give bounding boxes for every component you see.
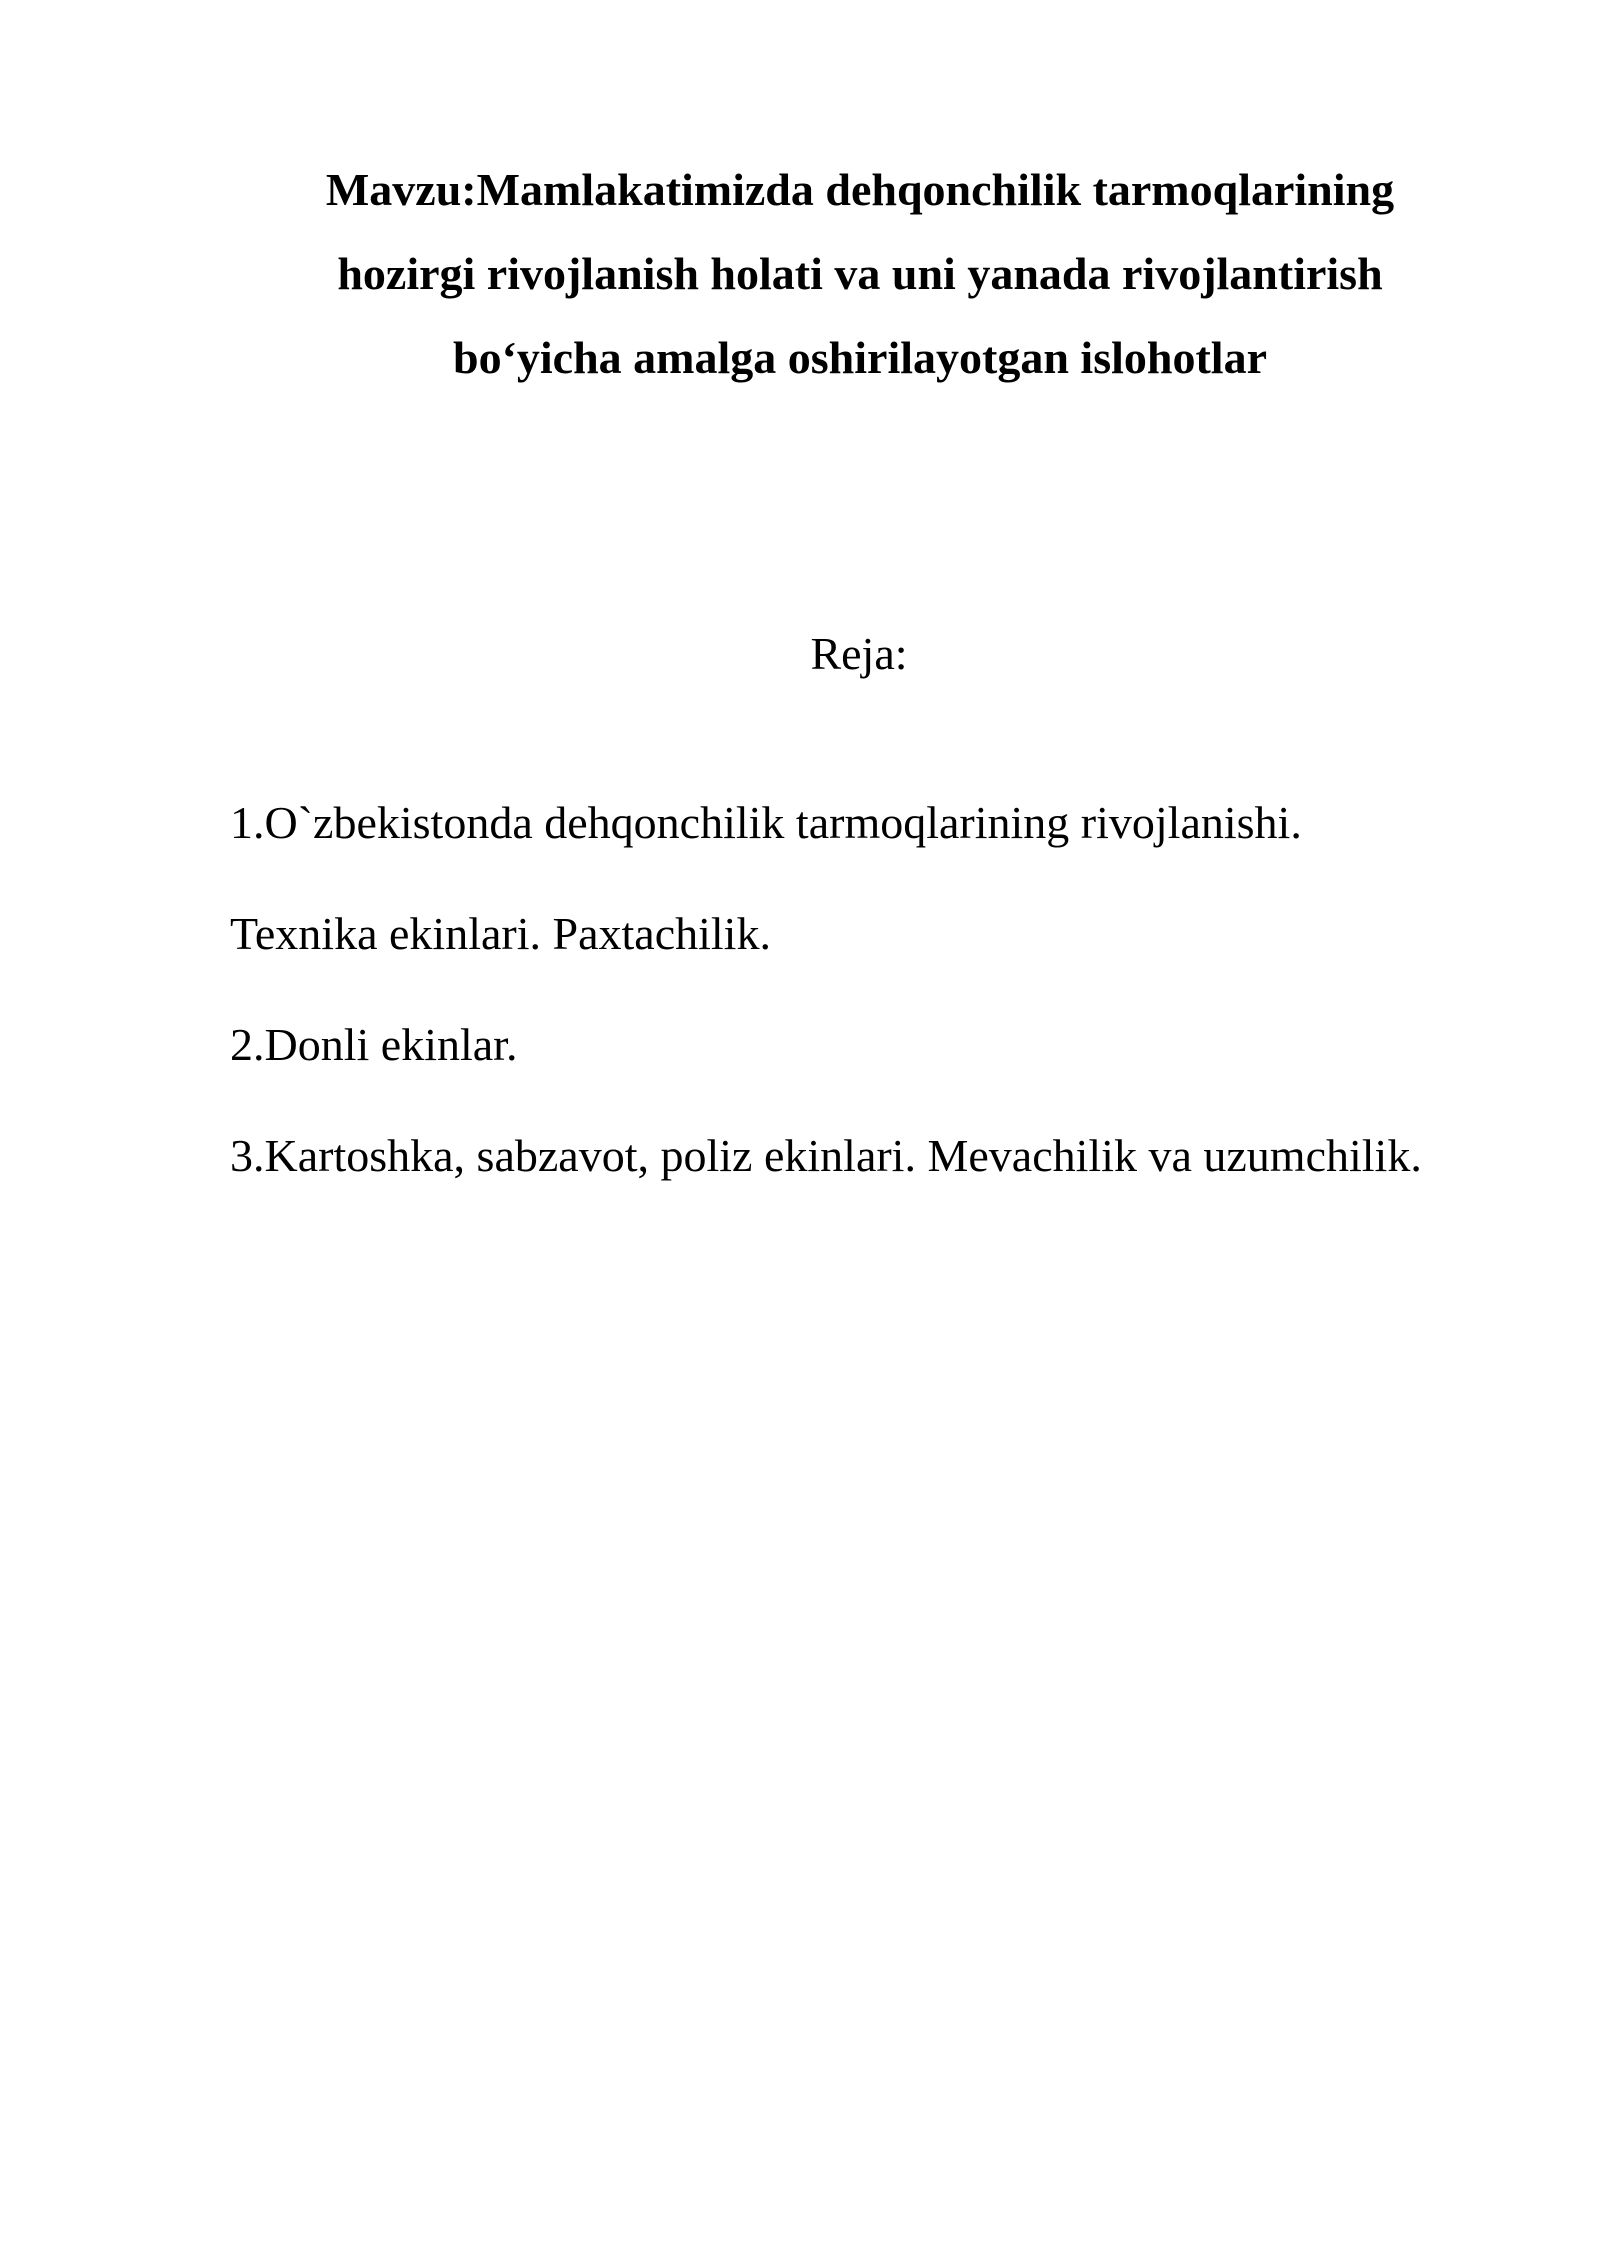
title-line: bo‘yicha amalga oshirilayotgan islohotlar — [453, 332, 1267, 383]
document-title — [260, 148, 1460, 400]
plan-heading: Reja: — [810, 628, 908, 679]
plan-item: 3.Kartoshka, sabzavot, poliz ekinlari. Mevachilik va uzumchilik. — [230, 1130, 1422, 1181]
plan-item: 2.Donli ekinlar. — [230, 1019, 518, 1070]
plan-item: Texnika ekinlari. Paxtachilik. — [230, 908, 771, 959]
title-line: hozirgi rivojlanish holati va uni yanada rivojlantirish — [337, 248, 1383, 299]
title-line: Mavzu:Mamlakatimizda dehqonchilik tarmoqlarining — [325, 164, 1395, 215]
plan-item: 1.O`zbekistonda dehqonchilik tarmoqlarining rivojlanishi. — [230, 797, 1302, 848]
plan-list — [230, 793, 1422, 1237]
